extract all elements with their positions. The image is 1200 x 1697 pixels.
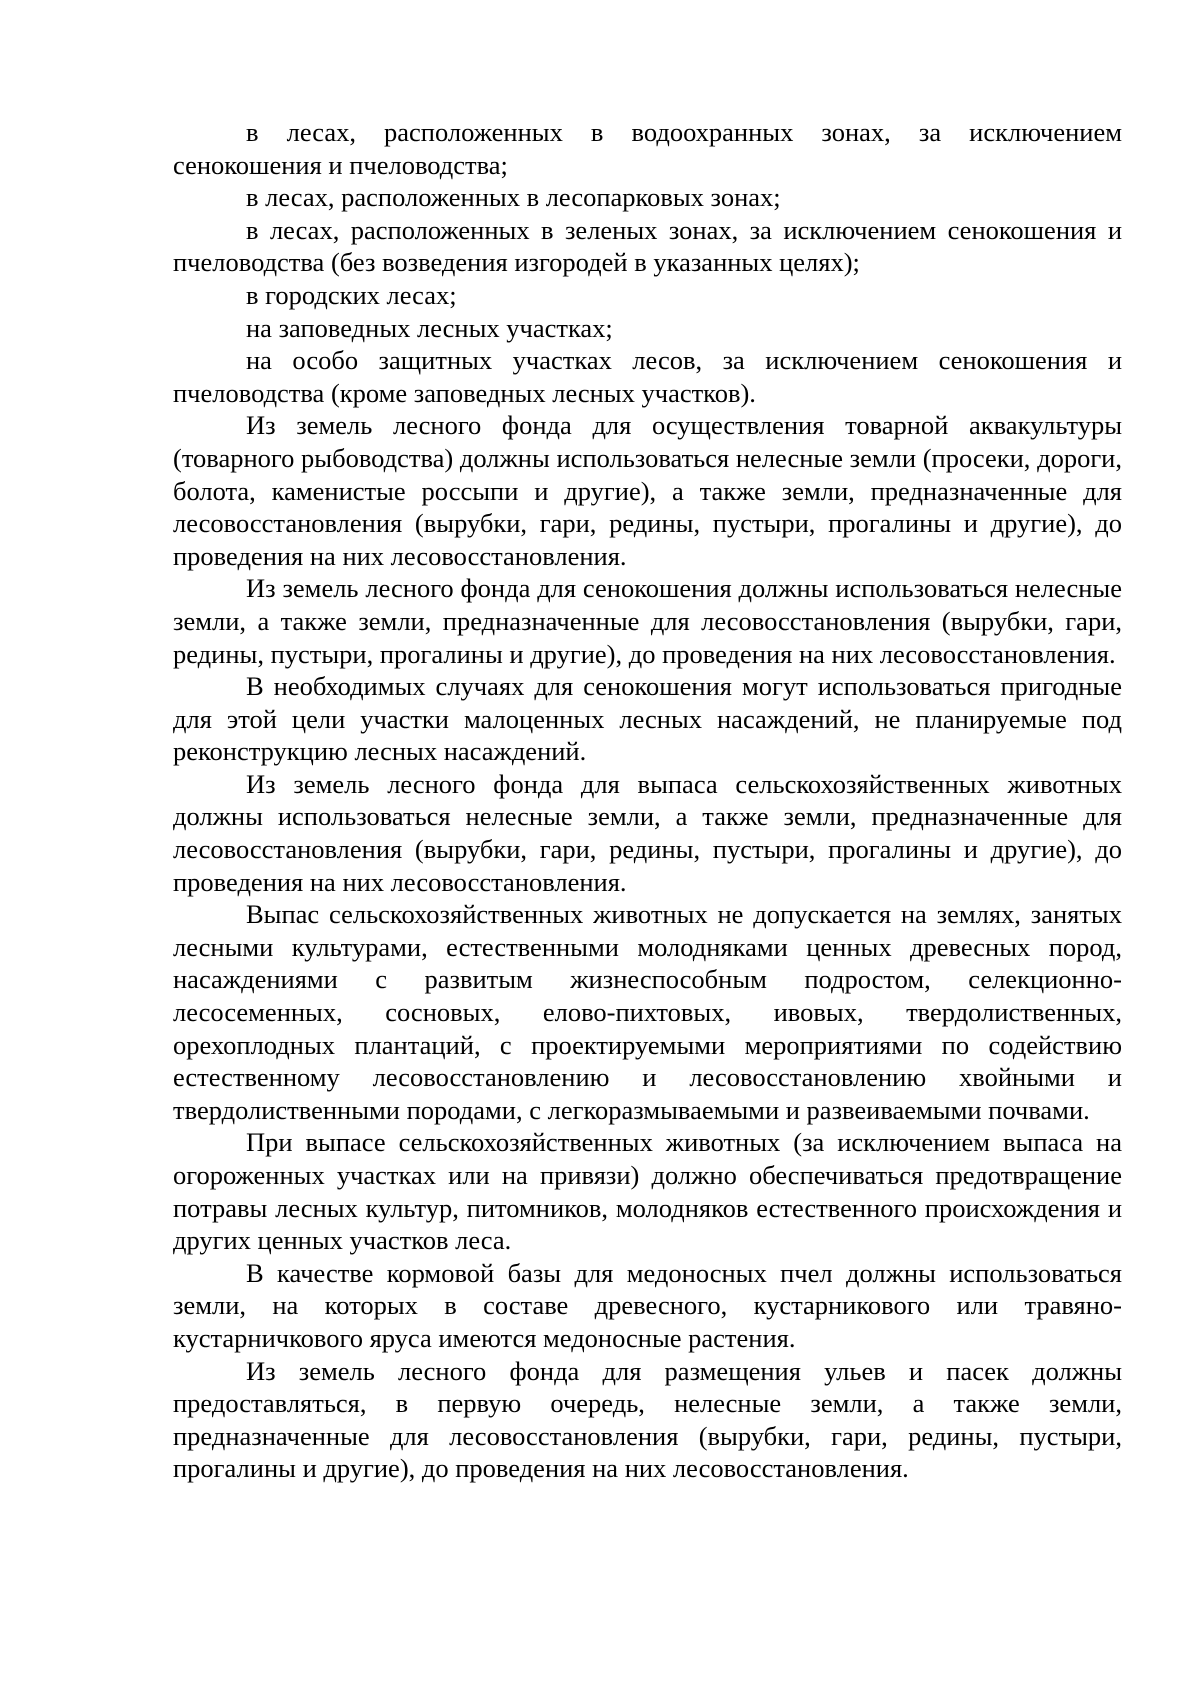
paragraph-grazing-damage-prevention: При выпасе сельскохозяйственных животных (за исключением выпаса на огороженных участках или на привязи) должно обеспечиваться предотвращение потравы лесных культур, питомников, молодняков естественного происхождения и других ценных участков леса. <box>173 1127 1122 1256</box>
paragraph-aquaculture: Из земель лесного фонда для осуществления товарной аквакультуры (товарного рыбоводства) должны использоваться нелесные земли (просеки, дороги, болота, каменистые россыпи и другие), а также земли, предназначенные для лесовосстановления (вырубки, гари, редины, пустыри, прогалины и другие), до проведения на них лесовосстановления. <box>173 410 1122 571</box>
paragraph-haymaking-lands: Из земель лесного фонда для сенокошения должны использоваться нелесные земли, а также земли, предназначенные для лесовосстановления (вырубки, гари, редины, пустыри, прогалины и другие), до проведения на них лесовосстановления. <box>173 573 1122 669</box>
paragraph-specially-protected-plots: на особо защитных участках лесов, за исключением сенокошения и пчеловодства (кроме заповедных лесных участков). <box>173 345 1122 408</box>
paragraph-hives-and-apiaries: Из земель лесного фонда для размещения ульев и пасек должны предоставляться, в первую очередь, нелесные земли, а также земли, предназначенные для лесовосстановления (вырубки, гари, редины, пустыри, прогалины и другие), до проведения на них лесовосстановления. <box>173 1355 1122 1484</box>
paragraph-bee-forage-base: В качестве кормовой базы для медоносных пчел должны использоваться земли, на которых в составе древесного, кустарникового или травяно-кустарничкового яруса имеются медоносные растения. <box>173 1257 1122 1353</box>
paragraph-forest-park-zones: в лесах, расположенных в лесопарковых зонах; <box>246 182 781 213</box>
paragraph-green-zones: в лесах, расположенных в зеленых зонах, за исключением сенокошения и пчеловодства (без возведения изгородей в указанных целях); <box>173 214 1122 278</box>
paragraph-grazing-restrictions: Выпас сельскохозяйственных животных не допускается на землях, занятых лесными культурами, естественными молодняками ценных древесных пород, насаждениями с развитым жизнеспособным подростом, селекционно-лесосеменных, сосновых, елово-пихтовых, ивовых, твердолиственных, орехоплодных плантаций, с проектируемыми мероприятиями по содействию естественному лесовосстановлению и лесовосстановлению хвойными и твердолиственными породами, с легкоразмываемыми и развеиваемыми почвами. <box>173 899 1122 1125</box>
document-page <box>173 116 1122 1485</box>
paragraph-haymaking-low-value-stands: В необходимых случаях для сенокошения могут использоваться пригодные для этой цели участки малоценных лесных насаждений, не планируемые под реконструкцию лесных насаждений. <box>173 671 1122 767</box>
paragraph-city-forests: в городских лесах; <box>246 279 457 310</box>
paragraph-grazing-lands: Из земель лесного фонда для выпаса сельскохозяйственных животных должны использоваться нелесные земли, а также земли, предназначенные для лесовосстановления (вырубки, гари, редины, пустыри, прогалины и другие), до проведения на них лесовосстановления. <box>173 768 1122 897</box>
paragraph-water-protection-zones: в лесах, расположенных в водоохранных зонах, за исключением сенокошения и пчеловодства; <box>173 117 1122 180</box>
paragraph-reserved-plots: на заповедных лесных участках; <box>246 312 613 343</box>
